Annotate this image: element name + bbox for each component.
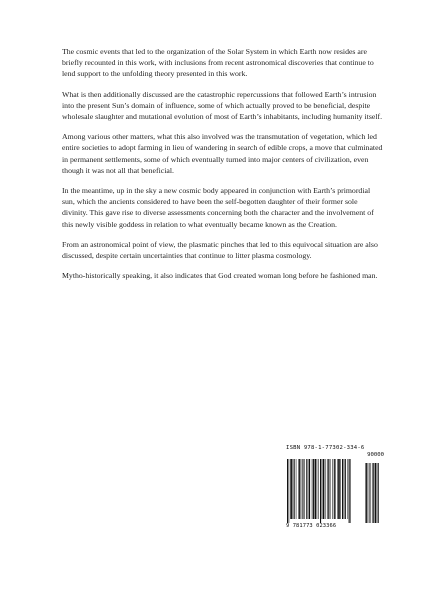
barcode-addon-bar	[365, 463, 366, 523]
barcode-bar	[334, 459, 335, 519]
blurb-paragraph-5: From an astronomical point of view, the plasmatic pinches that led to this equivocal situation are also discussed, despite certain uncertainties that continue to litter plasma cosmology.	[62, 239, 378, 261]
barcode-bar	[338, 459, 340, 519]
blurb-paragraph-2: What is then additionally discussed are the catastrophic repercussions that followed Earth’s intrusion into the present Sun’s domain of influence, some of which actually proved to be beneficial, despite wholesale slaughter and mutational evolution of most of Earth’s inhabitants, including humanity itself.	[62, 89, 383, 122]
barcode-bar	[342, 459, 343, 519]
barcode-bar	[327, 459, 328, 519]
barcode-addon-bar	[366, 463, 367, 523]
barcode-bar	[296, 459, 297, 519]
barcode-bar	[337, 459, 338, 519]
barcode-bar	[332, 459, 333, 519]
barcode-bar	[315, 459, 317, 519]
barcode-bar	[328, 459, 329, 519]
barcode-bar	[306, 459, 307, 519]
barcode-bar	[345, 459, 346, 519]
barcode-bar	[304, 459, 305, 519]
isbn-label: ISBN 978-1-77302-334-6	[286, 445, 365, 451]
barcode-addon-bar	[373, 463, 374, 523]
barcode-addon-bar	[377, 463, 378, 523]
barcode-addon: 90000	[367, 452, 384, 458]
barcode-bar	[298, 459, 299, 519]
barcode-addon-bar	[371, 463, 372, 523]
barcode-bar	[293, 459, 294, 519]
blurb-paragraph-3: Among various other matters, what this also involved was the transmutation of vegetation, which led entire societies to adopt farming in lieu of wandering in search of edible crops, a move that culminated in permanent settlements, some of which eventually turned into major centers of civilization, even though it was not all that beneficial.	[62, 132, 383, 175]
barcode-bar	[299, 459, 300, 519]
barcode-bar	[330, 459, 331, 519]
blurb-paragraph-6: Mytho-historically speaking, it also indicates that God created woman long before he fashioned man.	[62, 271, 378, 281]
barcode-bar	[287, 459, 288, 523]
blurb-paragraph-1: The cosmic events that led to the organization of the Solar System in which Earth now resides are briefly recounted in this work, with inclusions from recent astronomical discoveries that continue to lend support to the unfolding theory presented in this work.	[62, 47, 374, 79]
blurb-paragraph-4: In the meantime, up in the sky a new cosmic body appeared in conjunction with Earth’s primordial sun, which the ancients considered to have been the self-begotten daughter of their former sole divinity. This gave rise to diverse assessments concerning both the character and the involvement of this newly visible goddess in relation to what eventually became known as the Creation.	[62, 186, 374, 229]
barcode-bar	[312, 459, 313, 519]
barcode-addon-bar	[375, 463, 376, 523]
barcode-bar	[323, 459, 325, 519]
barcode-bar	[344, 459, 345, 519]
barcode-bar	[340, 459, 341, 519]
barcode-bar	[350, 459, 351, 523]
barcode-bar	[326, 459, 327, 519]
barcode-bar	[317, 459, 318, 519]
barcode-bar	[348, 459, 349, 519]
barcode-bar	[335, 459, 336, 519]
barcode-addon-bar	[378, 463, 379, 523]
blurb-text	[62, 46, 384, 290]
barcode-bars	[286, 459, 386, 523]
barcode-bar	[320, 459, 321, 523]
isbn-barcode	[286, 445, 386, 533]
barcode-digits: 9 781773 023366	[286, 523, 337, 529]
barcode-bar	[322, 459, 323, 519]
barcode-bar	[318, 459, 319, 519]
barcode-addon-bar	[372, 463, 373, 523]
barcode-bar	[290, 459, 292, 519]
barcode-bar	[308, 459, 309, 519]
barcode-bar	[349, 459, 350, 523]
barcode-bar	[294, 459, 295, 519]
barcode-addon-bar	[368, 463, 369, 523]
barcode-bar	[301, 459, 302, 519]
barcode-addon-bar	[369, 463, 370, 523]
barcode-bar	[302, 459, 303, 519]
barcode-bar	[309, 459, 310, 519]
barcode-bar	[313, 459, 314, 519]
barcode-bar	[289, 459, 290, 523]
